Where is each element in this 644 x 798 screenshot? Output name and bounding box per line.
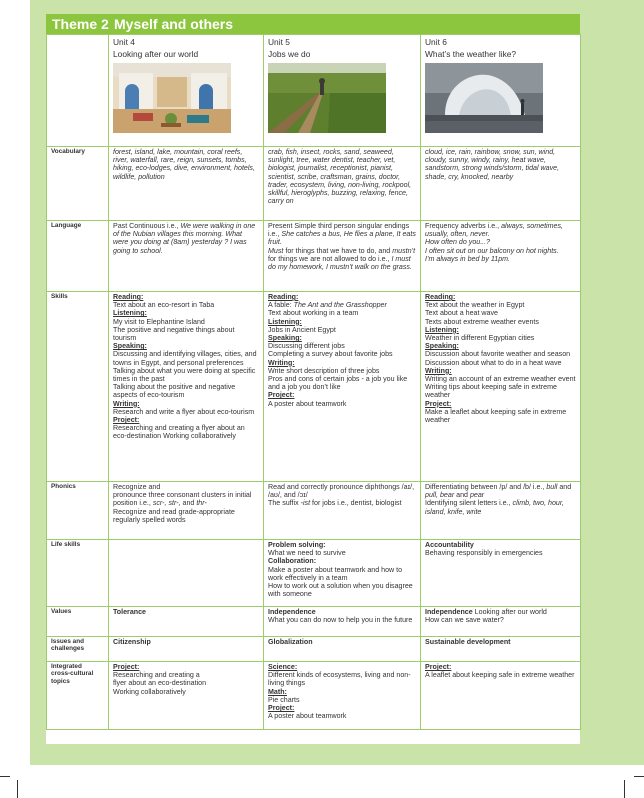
unit-title: Jobs we do (268, 49, 311, 59)
skill-heading-reading: Reading: (113, 293, 144, 301)
skill-item: Text about an eco-resort in Taba (113, 301, 215, 310)
skill-item: Weather in different Egyptian cities (425, 334, 535, 343)
value-text: What you can do now to help you in the future (268, 616, 413, 625)
language-text: Present Simple third person singular endings i.e., (268, 222, 410, 239)
integrated-heading: Math: (268, 687, 287, 696)
theme-number: Theme 2 (52, 16, 109, 32)
skill-item: Text about working in a team (268, 309, 359, 318)
row-label (47, 637, 109, 662)
skill-item: Texts about extreme weather events (425, 317, 539, 326)
values-unit-6 (421, 607, 581, 637)
vocabulary-unit-4: forest, island, lake, mountain, coral reefs, river, waterfall, rare, reign, sunsets, tombs, hiking, eco-lodges, dive, environment, hotels, wildlife, pollution (109, 147, 264, 221)
language-text: for things we are not allowed to do i.e., (268, 254, 392, 263)
skill-item: My visit to Elephantine Island (113, 317, 205, 326)
unit-title: Looking after our world (113, 49, 199, 59)
row-label-line: challenges (51, 645, 85, 653)
integrated-heading: Science: (268, 663, 298, 671)
skills-unit-6 (421, 292, 581, 482)
skill-item: Discussion about what to do in a heat wave (425, 358, 562, 367)
skill-item: Talking about what you were doing at specific times in the past (113, 366, 256, 384)
skill-item: Research and write a flyer about eco-tourism (113, 407, 255, 416)
life-skills-unit-5 (264, 540, 421, 607)
skill-heading-listening: Listening: (113, 309, 147, 318)
unit-number: Unit 5 (268, 37, 290, 47)
integrated-heading: Project: (113, 663, 140, 671)
language-example: I’m always in bed by 11pm. (425, 254, 511, 263)
life-skills-unit-4 (109, 540, 264, 607)
phonics-example: -ist (300, 499, 311, 508)
skill-book-title: The Ant and the Grasshopper (293, 301, 387, 310)
phonics-row (47, 482, 581, 540)
phonics-example: pear (469, 491, 485, 500)
vocabulary-unit-5: crab, fish, insect, rocks, sand, seaweed, sunlight, tree, water dentist, teacher, vet, biologist, journalist, receptionist, pianist, scientist, scribe, craftsman, grains, doctor, trader, ecosystem, living, non-living, rockpool, skillful, hieroglyphs, buzzing, relaxing, fence, carry on (264, 147, 421, 221)
skill-item: Researching and creating a flyer about an eco-destination Working collaboratively (113, 424, 245, 441)
integrated-item: A leaflet about keeping safe in extreme weather (425, 671, 575, 680)
skill-heading-reading: Reading: (268, 293, 299, 301)
phonics-text: and (557, 483, 572, 491)
skill-heading-speaking: Speaking: (113, 342, 147, 351)
phonics-line (268, 499, 416, 507)
phonics-symbols: aɪ/, /aʊ/, and /ɔɪ/ (268, 483, 415, 500)
unit-4-header (109, 35, 264, 147)
language-example: We were walking in one of the Nubian villages this morning. What were you doing at (8am) yesterday ? I was going to school. (113, 222, 256, 255)
life-skill-item: Behaving responsibly in emergencies (425, 549, 543, 558)
skill-item: Discussing and identifying villages, cities, and towns in Egypt, and personal preferences (113, 350, 257, 367)
language-unit-4 (109, 221, 264, 292)
row-label: Phonics (47, 482, 109, 540)
language-example: How often do you...? (425, 238, 491, 247)
integrated-unit-4 (109, 662, 264, 730)
values-unit-4: Tolerance (109, 607, 264, 637)
skill-item: Discussing different jobs (268, 342, 345, 351)
skill-heading-listening: Listening: (425, 325, 459, 334)
issues-unit-5: Globalization (264, 637, 421, 662)
life-skills-row (47, 540, 581, 607)
integrated-item: Different kinds of ecosystems, living and non-living things (268, 671, 411, 688)
phonics-example: scr-, str-, (152, 499, 181, 508)
row-label-line: Issues and (51, 638, 85, 645)
value-heading: Independence (268, 608, 316, 616)
skill-item: The positive and negative things about tourism (113, 325, 235, 343)
value-heading: Independence (425, 608, 473, 616)
issues-row (47, 637, 581, 662)
language-unit-5 (264, 221, 421, 292)
row-label: Values (47, 607, 109, 637)
skills-unit-5 (264, 292, 421, 482)
life-skill-item: What we need to survive (268, 549, 346, 558)
corner-cell (47, 35, 109, 147)
unit-6-header (421, 35, 581, 147)
language-example: I often sit out on our balcony on hot nights. (425, 246, 559, 255)
skill-heading-reading: Reading: (425, 293, 456, 301)
skill-heading-writing: Writing: (268, 358, 295, 367)
integrated-unit-5 (264, 662, 421, 730)
phonics-text: and (180, 499, 197, 508)
skill-item: Completing a survey about favorite jobs (268, 350, 393, 359)
skill-item: A poster about teamwork (268, 399, 347, 408)
unit-number: Unit 4 (113, 37, 135, 47)
phonics-text: Read and correctly pronounce diphthongs / (268, 483, 404, 491)
skills-row (47, 292, 581, 482)
life-skill-item: How to work out a solution when you disagree with someone (268, 582, 413, 599)
phonics-line (425, 499, 576, 515)
phonics-text: The suffix (268, 499, 301, 508)
language-keyword: mustn’t (392, 246, 416, 255)
value-text: Looking after our world (472, 608, 547, 616)
integrated-heading: Project: (268, 704, 295, 713)
theme-title-bar (46, 14, 580, 34)
language-example: I must do my homework, I mustn’t walk on the grass. (268, 254, 412, 272)
row-label-line: topics (51, 677, 70, 685)
skill-item: Make a leaflet about keeping safe in extreme weather (425, 407, 567, 425)
language-text: Frequency adverbs i.e., (425, 222, 502, 230)
integrated-item: flyer about an eco-destination (113, 679, 207, 688)
skill-item: Pros and cons of certain jobs - a job you like and a job you don’t like (268, 375, 408, 392)
crop-mark (17, 780, 18, 798)
skill-item: Discussion about favorite weather and season (425, 350, 571, 359)
skill-item: Write short description of three jobs (268, 366, 380, 375)
life-skills-unit-6 (421, 540, 581, 607)
skill-heading-listening: Listening: (268, 317, 302, 326)
integrated-heading: Project: (425, 663, 452, 671)
skill-heading-speaking: Speaking: (425, 342, 459, 351)
life-skill-item: Make a poster about teamwork and how to work effectively in a team (268, 565, 403, 582)
skill-item: Text about a heat wave (425, 309, 498, 318)
unit-number: Unit 6 (425, 37, 447, 47)
farm-field-photo (268, 63, 386, 133)
page-number: v (574, 734, 581, 746)
life-skill-heading: Accountability (425, 541, 474, 549)
integrated-unit-6 (421, 662, 581, 730)
skill-text: A fable: (268, 301, 294, 310)
theme-title: Myself and others (114, 16, 234, 32)
life-skill-heading: Collaboration: (268, 557, 317, 566)
courtyard-photo (113, 63, 231, 133)
skill-item: Text about the weather in Egypt (425, 301, 525, 310)
row-label: Life skills (47, 540, 109, 607)
row-label: Language (47, 221, 109, 292)
values-unit-5 (264, 607, 421, 637)
row-label: Vocabulary (47, 147, 109, 221)
skill-item: Writing tips about keeping safe in extreme weather (425, 383, 557, 400)
integrated-item: Pie charts (268, 695, 300, 704)
skills-unit-4 (109, 292, 264, 482)
unit-5-header (264, 35, 421, 147)
language-line (268, 247, 416, 272)
skill-item: Writing an account of an extreme weather event (425, 375, 576, 384)
skill-heading-writing: Writing: (425, 366, 452, 375)
unit-header-row (47, 35, 581, 147)
language-row (47, 221, 581, 292)
phonics-text: for jobs i.e., dentist, biologist (310, 499, 402, 508)
integrated-item: Working collaboratively (113, 687, 186, 696)
values-row (47, 607, 581, 637)
integrated-item: A poster about teamwork (268, 712, 347, 721)
phonics-example: climb, two, hour, island, knife, write (425, 499, 564, 516)
storm-wave-photo (425, 63, 543, 133)
language-keyword: Must (268, 246, 284, 255)
vocabulary-row (47, 147, 581, 221)
value-text: How can we save water? (425, 616, 504, 625)
language-text: for things that we have to do, and (283, 246, 393, 255)
phonics-example: pull, bear (425, 491, 455, 500)
phonics-text: pronounce three consonant clusters in initial position i.e., (113, 491, 252, 508)
phonics-text: Recognize and read grade-appropriate regularly spelled words (113, 507, 235, 524)
life-skill-heading: Problem solving: (268, 541, 326, 549)
language-example: She catches a bus, He flies a plane, It eats fruit. (268, 230, 416, 247)
language-example: always, sometimes, usually, often, never. (425, 222, 563, 239)
unit-title: What’s the weather like? (425, 49, 517, 59)
skill-heading-project: Project: (268, 391, 295, 400)
row-label-line: cross-cultural (51, 670, 94, 678)
syllabus-table (46, 34, 581, 730)
skill-item: Talking about the positive and negative aspects of eco-tourism (113, 383, 236, 400)
integrated-row (47, 662, 581, 730)
phonics-example: bull (546, 483, 558, 491)
skill-heading-speaking: Speaking: (268, 334, 302, 343)
phonics-unit-5 (264, 482, 421, 540)
skill-heading-project: Project: (425, 399, 452, 408)
row-label-line: Integrated (51, 663, 82, 670)
language-unit-6 (421, 221, 581, 292)
phonics-text: Recognize and (113, 483, 161, 491)
language-text: Past Continuous i.e., (113, 222, 181, 230)
integrated-item: Researching and creating a (113, 671, 200, 680)
row-label: Skills (47, 292, 109, 482)
skill-heading-project: Project: (113, 416, 140, 425)
crop-mark (634, 776, 644, 777)
vocabulary-unit-6: cloud, ice, rain, rainbow, snow, sun, wind, cloudy, sunny, windy, rainy, heat wave, sandstorm, strong winds/storm, tidal wave, shade, cry, knocked, nearby (421, 147, 581, 221)
phonics-text: Identifying silent letters i.e., (425, 499, 513, 508)
phonics-text: and (454, 491, 470, 500)
skill-item: Jobs in Ancient Egypt (268, 325, 336, 334)
issues-unit-6: Sustainable development (421, 637, 581, 662)
crop-mark (0, 776, 10, 777)
crop-mark (624, 780, 625, 798)
phonics-text: Differentiating between /p/ and /b/ i.e., (425, 483, 547, 491)
issues-unit-4: Citizenship (109, 637, 264, 662)
phonics-example: thr- (196, 499, 207, 508)
skill-heading-writing: Writing: (113, 399, 140, 408)
phonics-unit-4 (109, 482, 264, 540)
skill-item (268, 301, 416, 309)
phonics-unit-6 (421, 482, 581, 540)
row-label (47, 662, 109, 730)
